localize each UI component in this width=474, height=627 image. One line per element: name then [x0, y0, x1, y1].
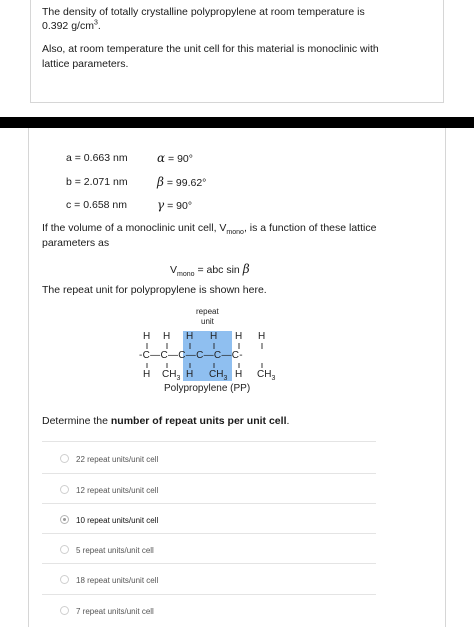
param-b: b = 2.071 nm — [66, 176, 128, 188]
option-radio-5[interactable] — [60, 545, 69, 554]
option-radio-10[interactable] — [60, 515, 69, 524]
density-value-text — [42, 19, 101, 33]
ch-3: CH — [257, 369, 272, 380]
volume-text-2: parameters as — [42, 237, 110, 249]
divider — [42, 594, 376, 595]
formula-beta: β — [242, 262, 250, 276]
divider — [42, 533, 376, 534]
ch3-sub-1: 3 — [176, 375, 181, 382]
cell-line-1: Also, at room temperature the unit cell for this material is monoclinic with — [42, 43, 379, 55]
gamma-value: = 90° — [164, 200, 193, 212]
h-top-4: H — [210, 331, 218, 342]
alpha-symbol: α — [157, 151, 166, 165]
gamma-symbol: γ — [157, 198, 165, 212]
separator-bar — [0, 117, 474, 128]
divider — [42, 473, 376, 474]
divider — [42, 503, 376, 504]
volume-sub: mono — [226, 229, 244, 237]
ch-1: CH — [162, 369, 177, 380]
question-bold: number of repeat units per unit cell — [110, 415, 287, 427]
param-beta — [157, 175, 206, 189]
bond-lines — [140, 303, 290, 373]
option-radio-22[interactable] — [60, 454, 69, 463]
bottom-5: H — [235, 369, 243, 380]
bottom-6 — [257, 369, 275, 380]
alpha-value: = 90° — [165, 153, 193, 165]
beta-symbol: β — [157, 175, 164, 189]
repeat-label-1: repeat — [196, 307, 219, 316]
polypropylene-structure — [140, 303, 290, 395]
volume-line-1a: If the volume of a monoclinic unit cell, V — [42, 222, 227, 234]
option-label-10[interactable]: 10 repeat units/unit cell — [76, 516, 159, 525]
cell-line-2: lattice parameters. — [42, 58, 129, 70]
option-radio-18[interactable] — [60, 575, 69, 584]
option-label-22[interactable]: 22 repeat units/unit cell — [76, 455, 159, 464]
param-gamma — [157, 198, 192, 212]
formula-rest: = abc sin — [194, 264, 243, 276]
formula-sub: mono — [177, 271, 195, 279]
h-top-3: H — [186, 331, 194, 342]
option-radio-12[interactable] — [60, 485, 69, 494]
option-label-18[interactable]: 18 repeat units/unit cell — [76, 576, 159, 585]
volume-text-1 — [42, 221, 376, 235]
ch-2: CH — [209, 369, 224, 380]
option-label-12[interactable]: 12 repeat units/unit cell — [76, 486, 159, 495]
bottom-2 — [162, 369, 180, 380]
divider — [42, 441, 376, 442]
h-top-1: H — [143, 331, 151, 342]
ch3-sub-2: 3 — [223, 375, 228, 382]
param-a: a = 0.663 nm — [66, 152, 128, 164]
density-line: The density of totally crystalline polypropylene at room temperature is — [42, 6, 365, 18]
carbon-chain: -C—C—C—C—C—C- — [139, 350, 243, 361]
repeat-unit-text: The repeat unit for polypropylene is shown here. — [42, 284, 267, 296]
density-value: 0.392 g/cm — [42, 20, 94, 32]
formula-v: V — [170, 264, 178, 276]
h-top-6: H — [258, 331, 266, 342]
option-label-5[interactable]: 5 repeat units/unit cell — [76, 546, 154, 555]
h-top-2: H — [163, 331, 171, 342]
density-exponent: 3 — [93, 19, 98, 27]
ch3-sub-3: 3 — [271, 375, 276, 382]
bottom-3: H — [186, 369, 194, 380]
cell-text-2 — [42, 57, 128, 71]
polymer-caption: Polypropylene (PP) — [164, 383, 251, 394]
option-label-7[interactable]: 7 repeat units/unit cell — [76, 607, 154, 616]
option-radio-7[interactable] — [60, 606, 69, 615]
param-alpha — [157, 151, 193, 165]
bottom-1: H — [143, 369, 151, 380]
density-text — [42, 5, 365, 19]
h-top-5: H — [235, 331, 243, 342]
volume-line-1b: , is a function of these lattice — [243, 222, 377, 234]
volume-formula — [170, 262, 250, 279]
beta-value: = 99.62° — [163, 177, 207, 189]
question-prefix: Determine the — [42, 415, 111, 427]
question-suffix: . — [286, 415, 290, 427]
density-end: . — [97, 20, 101, 32]
param-c: c = 0.658 nm — [66, 199, 127, 211]
question-text — [42, 414, 289, 428]
divider — [42, 563, 376, 564]
cell-text-1 — [42, 42, 379, 56]
bottom-4 — [209, 369, 227, 380]
repeat-label-2: unit — [201, 317, 214, 326]
